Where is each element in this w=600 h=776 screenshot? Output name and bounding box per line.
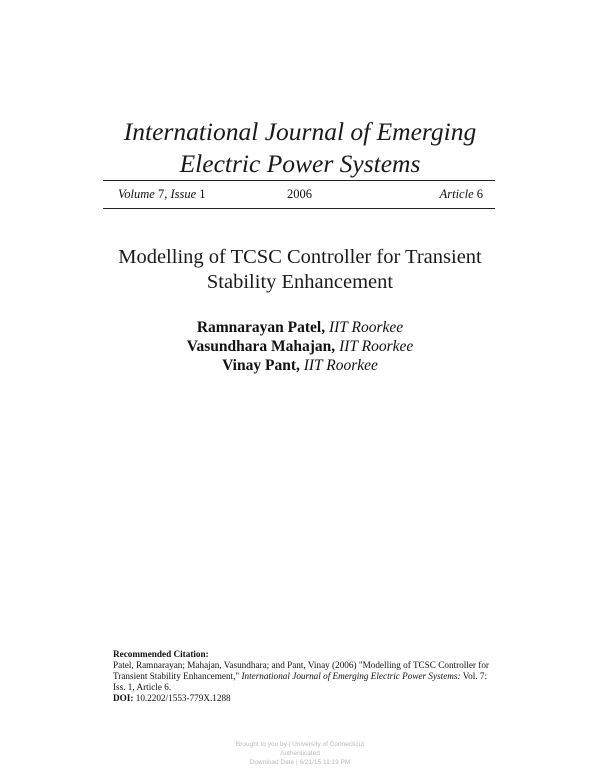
author-name: Ramnarayan Patel, bbox=[196, 319, 326, 336]
author-list bbox=[0, 318, 600, 375]
paper-title-line2: Stability Enhancement bbox=[206, 271, 394, 293]
journal-title-line1: International Journal of Emerging bbox=[123, 117, 477, 146]
citation-journal[interactable]: International Journal of Emerging Electric Power Systems: bbox=[241, 671, 461, 681]
volume-issue: Volume 7, Issue 1 bbox=[118, 187, 206, 201]
citation-heading: Recommended Citation: bbox=[113, 649, 209, 659]
author-affiliation[interactable]: IIT Roorkee bbox=[303, 357, 378, 374]
download-watermark: Brought to you by | University of Connecticut Authenticated Download Date | 6/21/15 11:19 PM bbox=[235, 741, 365, 766]
doi-link[interactable]: 10.2202/1553-779X.1288 bbox=[135, 693, 231, 703]
author-name: Vinay Pant, bbox=[222, 357, 300, 374]
recommended-citation bbox=[113, 649, 493, 704]
author-affiliation[interactable]: IIT Roorkee bbox=[339, 338, 414, 355]
author-name: Vasundhara Mahajan, bbox=[186, 338, 336, 355]
paper-title bbox=[0, 245, 600, 295]
citation-body: Patel, Ramnarayan; Mahajan, Vasundhara; and Pant, Vinay (2006) "Modelling of TCSC Controller for Transient Stability Enhancement," International Journal of Emerging Electric Power Systems: Vol. 7: Iss. 1, Article 6. bbox=[113, 660, 489, 692]
author-line bbox=[0, 337, 600, 356]
publication-year: 2006 bbox=[287, 187, 312, 201]
issue-bar bbox=[103, 180, 495, 209]
journal-title-line2: Electric Power Systems bbox=[179, 149, 421, 178]
journal-title bbox=[0, 116, 600, 180]
article-number: Article 6 bbox=[439, 187, 483, 201]
author-line bbox=[0, 318, 600, 337]
author-affiliation[interactable]: IIT Roorkee bbox=[328, 319, 404, 336]
citation-doi: DOI: 10.2202/1553-779X.1288 bbox=[113, 693, 231, 703]
author-line bbox=[0, 356, 600, 375]
paper-title-line1: Modelling of TCSC Controller for Transient bbox=[118, 246, 482, 268]
